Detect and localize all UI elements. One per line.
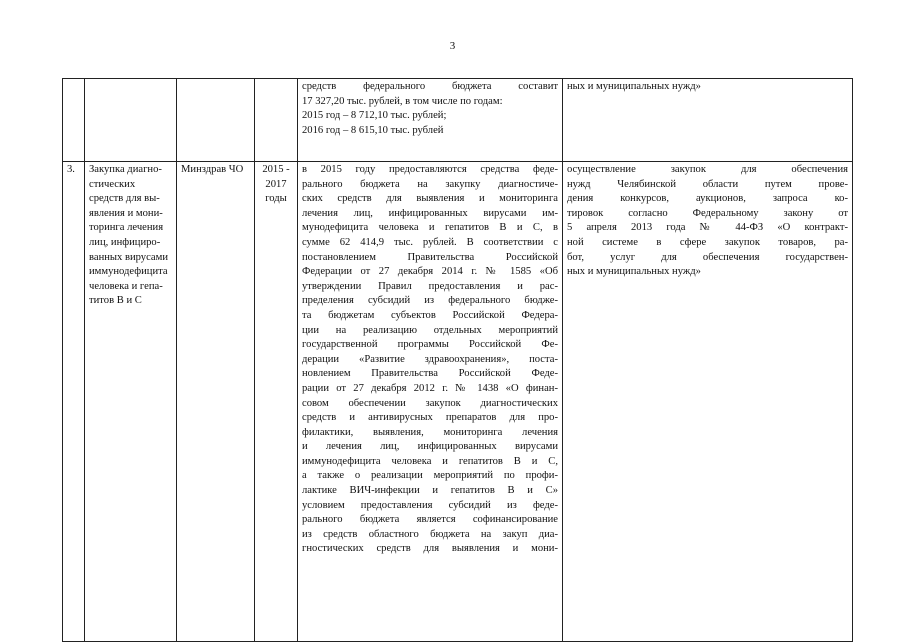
description-line: ских средств для выявления и мониторинга <box>302 193 558 205</box>
measure-name-line: ванных вирусами <box>89 251 168 263</box>
description-line: дерации «Развитие здравоохранения», поста- <box>302 353 558 365</box>
measure-name-line: средств для вы- <box>89 193 160 205</box>
result-line: бот, услуг для обеспечения государствен- <box>567 251 848 263</box>
description-line: из средств областного бюджета на закуп диа- <box>302 528 558 540</box>
measure-name-line: торинга лечения <box>89 222 164 234</box>
measure-name-line: иммунодефицита <box>89 266 168 278</box>
measure-name-line: Закупка диагно- <box>89 164 162 175</box>
result-line: 5 апреля 2013 года № 44-ФЗ «О контракт- <box>567 222 848 234</box>
description-line: Федерации от 27 декабря 2014 г. № 1585 «Об <box>302 266 558 278</box>
table-row-continued <box>63 79 853 162</box>
years-line: годы <box>265 193 287 205</box>
result-line: ной системе в сфере закупок товаров, ра- <box>567 236 848 248</box>
description-line: филактики, выявления, мониторинга лечения <box>302 426 558 438</box>
years-cell <box>255 162 298 642</box>
executor-name: Минздрав ЧО <box>181 164 244 175</box>
description-line: иммунодефицита человека и гепатитов В и С, <box>302 455 558 467</box>
description-line: гностических средств для выявления и мони- <box>302 543 558 555</box>
description-line: ции на реализацию отдельных мероприятий <box>302 324 558 336</box>
description-line: постановлением Правительства Российской <box>302 251 558 263</box>
result-cell <box>563 162 853 642</box>
description-line: пределения субсидий из федерального бюдже- <box>302 295 558 307</box>
description-line: рации от 27 декабря 2012 г. № 1438 «О финан- <box>302 382 558 394</box>
result-line: ных и муниципальных нужд» <box>567 81 701 92</box>
description-line: в 2015 году предоставляются средства феде- <box>302 164 558 175</box>
description-line: новлением Правительства Российской Феде- <box>302 368 558 380</box>
measure-name-line: явления и мони- <box>89 207 163 219</box>
description-line: 17 327,20 тыс. рублей, в том числе по годам: <box>302 95 503 107</box>
years-cell <box>255 79 298 162</box>
description-cell <box>298 79 563 162</box>
description-line: условием предоставления субсидий из феде- <box>302 499 558 511</box>
description-line: государственной программы Российской Фе- <box>302 339 558 351</box>
description-line: утверждении Правил предоставления и рас- <box>302 280 558 292</box>
description-line: рального бюджета является софинансирование <box>302 514 558 526</box>
result-line: ных и муниципальных нужд» <box>567 266 701 278</box>
description-line: средств и антивирусных препаратов для про- <box>302 412 558 424</box>
description-line: рального бюджета на закупку диагностиче- <box>302 178 558 190</box>
program-table <box>62 78 853 642</box>
description-line: лактике ВИЧ-инфекции и гепатитов В и С» <box>302 485 558 497</box>
measure-name-line: стических <box>89 178 136 190</box>
measure-name-line: лиц, инфициро- <box>89 236 161 248</box>
row-number-cell <box>63 162 85 642</box>
years-line: 2017 <box>265 178 287 190</box>
description-line: средств федерального бюджета составит <box>302 81 558 92</box>
description-line: 2015 год – 8 712,10 тыс. рублей; <box>302 110 447 122</box>
years-line: 2015 - <box>262 164 290 175</box>
table-row-3 <box>63 162 853 642</box>
description-line: совом обеспечении закупок диагностических <box>302 397 558 409</box>
result-cell <box>563 79 853 162</box>
description-line: лечения лиц, инфицированных вирусами им- <box>302 207 558 219</box>
measure-name-line: титов В и С <box>89 295 142 307</box>
result-line: тировок согласно Федеральному закону от <box>567 207 848 219</box>
description-line: а также о реализации мероприятий по профи- <box>302 470 558 482</box>
description-line: и лечения лиц, инфицированных вирусами <box>302 441 558 453</box>
result-line: осуществление закупок для обеспечения <box>567 164 848 175</box>
description-line: сумме 62 414,9 тыс. рублей. В соответствии с <box>302 236 558 248</box>
measure-name-cell <box>85 79 177 162</box>
row-number: 3. <box>67 164 75 175</box>
page-number: 3 <box>449 40 456 52</box>
result-line: дения конкурсов, аукционов, запроса ко- <box>567 193 848 205</box>
measure-name-cell <box>85 162 177 642</box>
description-line: 2016 год – 8 615,10 тыс. рублей <box>302 124 444 136</box>
row-number-cell <box>63 79 85 162</box>
measure-name-line: человека и гепа- <box>89 280 163 292</box>
executor-cell <box>177 79 255 162</box>
description-cell <box>298 162 563 642</box>
description-line: та бюджетам субъектов Российской Федера- <box>302 309 558 321</box>
executor-cell <box>177 162 255 642</box>
description-line: мунодефицита человека и гепатитов В и С, в <box>302 222 558 234</box>
result-line: нужд Челябинской области путем прове- <box>567 178 848 190</box>
